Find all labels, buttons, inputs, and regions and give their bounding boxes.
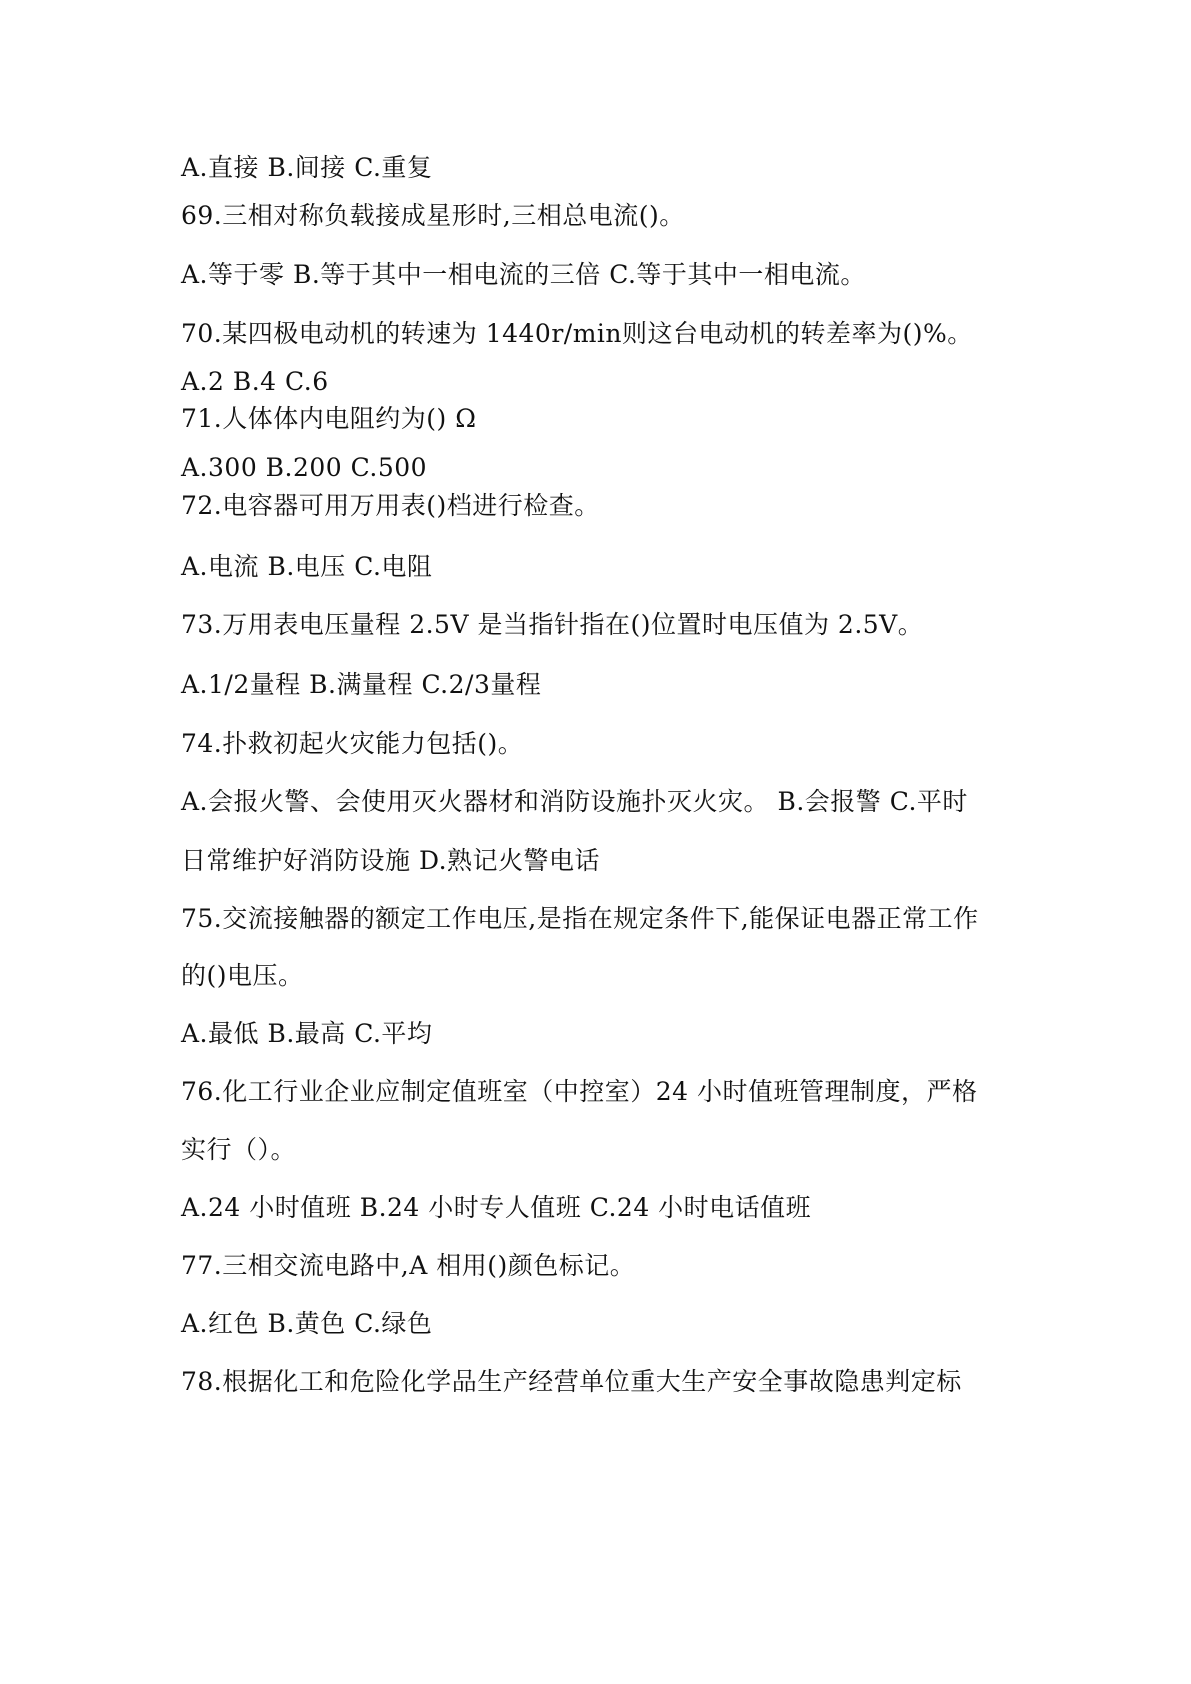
question-76-part-1: 76.化工行业企业应制定值班室（中控室）24 小时值班管理制度，严格 bbox=[181, 1077, 978, 1106]
question-75-part-2: 的()电压。 bbox=[181, 961, 304, 990]
option-line-68: A.直接 B.间接 C.重复 bbox=[181, 153, 433, 182]
question-74: 74.扑救初起火灾能力包括()。 bbox=[181, 729, 524, 758]
question-77: 77.三相交流电路中,A 相用()颜色标记。 bbox=[181, 1251, 636, 1280]
option-line-72: A.电流 B.电压 C.电阻 bbox=[181, 552, 433, 581]
option-line-74-a: A.会报火警、会使用灭火器材和消防设施扑灭火灾。 B.会报警 C.平时 bbox=[181, 787, 968, 816]
question-73: 73.万用表电压量程 2.5V 是当指针指在()位置时电压值为 2.5V。 bbox=[181, 610, 924, 639]
option-line-69: A.等于零 B.等于其中一相电流的三倍 C.等于其中一相电流。 bbox=[181, 260, 866, 289]
question-71: 71.人体体内电阻约为() Ω bbox=[181, 404, 477, 433]
question-69: 69.三相对称负载接成星形时,三相总电流()。 bbox=[181, 201, 685, 230]
question-75-part-1: 75.交流接触器的额定工作电压,是指在规定条件下,能保证电器正常工作 bbox=[181, 904, 979, 933]
question-76-part-2: 实行（）。 bbox=[181, 1135, 297, 1164]
option-line-70: A.2 B.4 C.6 bbox=[181, 367, 329, 396]
option-line-71: A.300 B.200 C.500 bbox=[181, 453, 428, 482]
option-line-73: A.1/2量程 B.满量程 C.2/3量程 bbox=[181, 670, 542, 699]
question-72: 72.电容器可用万用表()档进行检查。 bbox=[181, 491, 600, 520]
option-line-74-b: 日常维护好消防设施 D.熟记火警电话 bbox=[181, 846, 601, 875]
option-line-77: A.红色 B.黄色 C.绿色 bbox=[181, 1309, 433, 1338]
question-78-part-1: 78.根据化工和危险化学品生产经营单位重大生产安全事故隐患判定标 bbox=[181, 1367, 962, 1396]
question-70: 70.某四极电动机的转速为 1440r/min则这台电动机的转差率为()%。 bbox=[181, 319, 973, 348]
option-line-75: A.最低 B.最高 C.平均 bbox=[181, 1019, 433, 1048]
option-line-76: A.24 小时值班 B.24 小时专人值班 C.24 小时电话值班 bbox=[181, 1193, 812, 1222]
